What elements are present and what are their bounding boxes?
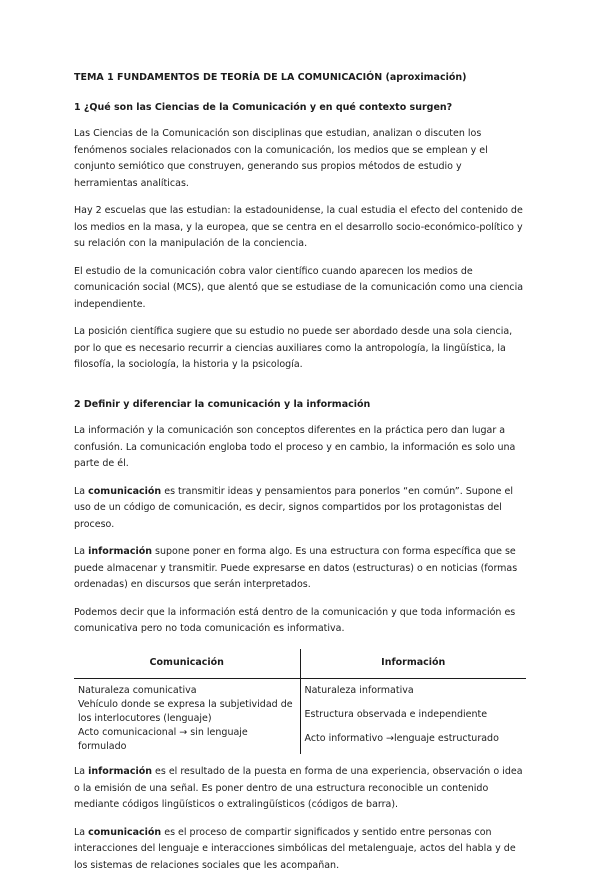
section-2-paragraph-1: La información y la comunicación son conceptos diferentes en la práctica pero dan lugar a confusión. La comunicación engloba todo el proceso y en cambio, la información es solo una parte de él. [74,425,516,469]
table-header-informacion: Información [300,649,526,679]
section-2-paragraph-4: Podemos decir que la información está dentro de la comunicación y que toda información es comunicativa pero no toda comunicación es informativa. [74,606,516,634]
table-cell-comunicacion [74,679,300,755]
table-header-comunicacion: Comunicación [74,649,300,679]
document-title: TEMA 1 FUNDAMENTOS DE TEORÍA DE LA COMUNICACIÓN (aproximación) [74,72,467,83]
table-cell-informacion [300,679,526,755]
section-1-heading: 1 ¿Qué son las Ciencias de la Comunicación y en qué contexto surgen? [74,101,453,113]
term-comunicacion: comunicación [88,826,162,838]
table-cell-line: Naturaleza informativa [304,685,414,696]
comparison-table [74,649,526,755]
table-cell-line: Vehículo donde se expresa la subjetividad de los interlocutores (lenguaje) [78,699,293,724]
table-row [74,679,526,755]
section-2-paragraph-2: La comunicación es transmitir ideas y pensamientos para ponerlos “en común”. Supone el uso de un código de comunicación, es decir, signos compartidos por los protagonistas del proceso. [74,485,513,530]
section-2-heading: 2 Definir y diferenciar la comunicación y la información [74,398,371,410]
term-informacion: información [88,546,152,557]
section-1-paragraph-3: El estudio de la comunicación cobra valor científico cuando aparecen los medios de comunicación social (MCS), que alentó que se estudiase de la comunicación como una ciencia independiente. [74,265,524,310]
table-cell-line: Acto informativo →lenguaje estructurado [304,733,499,744]
section-1-paragraph-2: Hay 2 escuelas que las estudian: la estadounidense, la cual estudia el efecto del contenido de los medios en la masa, y la europea, que se centra en el desarrollo socio-económico-político y su relación con la manipulación de la conciencia. [74,205,523,249]
term-informacion: información [88,766,152,777]
document-page [74,70,526,885]
section-2-paragraph-6: La comunicación es el proceso de compartir significados y sentido entre personas con interacciones del lenguaje e interacciones simbólicas del metalenguaje, actos del habla y de los sistemas de relaciones sociales que les acompañan. [74,826,516,871]
term-comunicacion: comunicación [88,485,162,497]
section-1-paragraph-4: La posición científica sugiere que su estudio no puede ser abordado desde una sola ciencia, por lo que es necesario recurrir a ciencias auxiliares como la antropología, la lingüística, la filosofía, la sociología, la historia y la psicología. [74,326,513,370]
table-cell-line: Estructura observada e independiente [304,709,488,720]
section-2-paragraph-5: La información es el resultado de la puesta en forma de una experiencia, observación o idea o la emisión de una señal. Es poner dentro de una estructura reconocible un contenido mediante códigos lingüísticos o extralingüísticos (códigos de barra). [74,766,523,810]
table-cell-line: Acto comunicacional → sin lenguaje formulado [78,727,248,752]
section-2-paragraph-3: La información supone poner en forma algo. Es una estructura con forma específica que se puede almacenar y transmitir. Puede expresarse en datos (estructuras) o en noticias (formas ordenadas) en discursos que serán interpretados. [74,546,518,590]
section-1-paragraph-1: Las Ciencias de la Comunicación son disciplinas que estudian, analizan o discuten los fenómenos sociales relacionados con la comunicación, los medios que se emplean y el conjunto semiótico que construyen, generando sus propios métodos de estudio y herramientas analíticas. [74,128,488,189]
table-cell-line: Naturaleza comunicativa [78,685,197,696]
